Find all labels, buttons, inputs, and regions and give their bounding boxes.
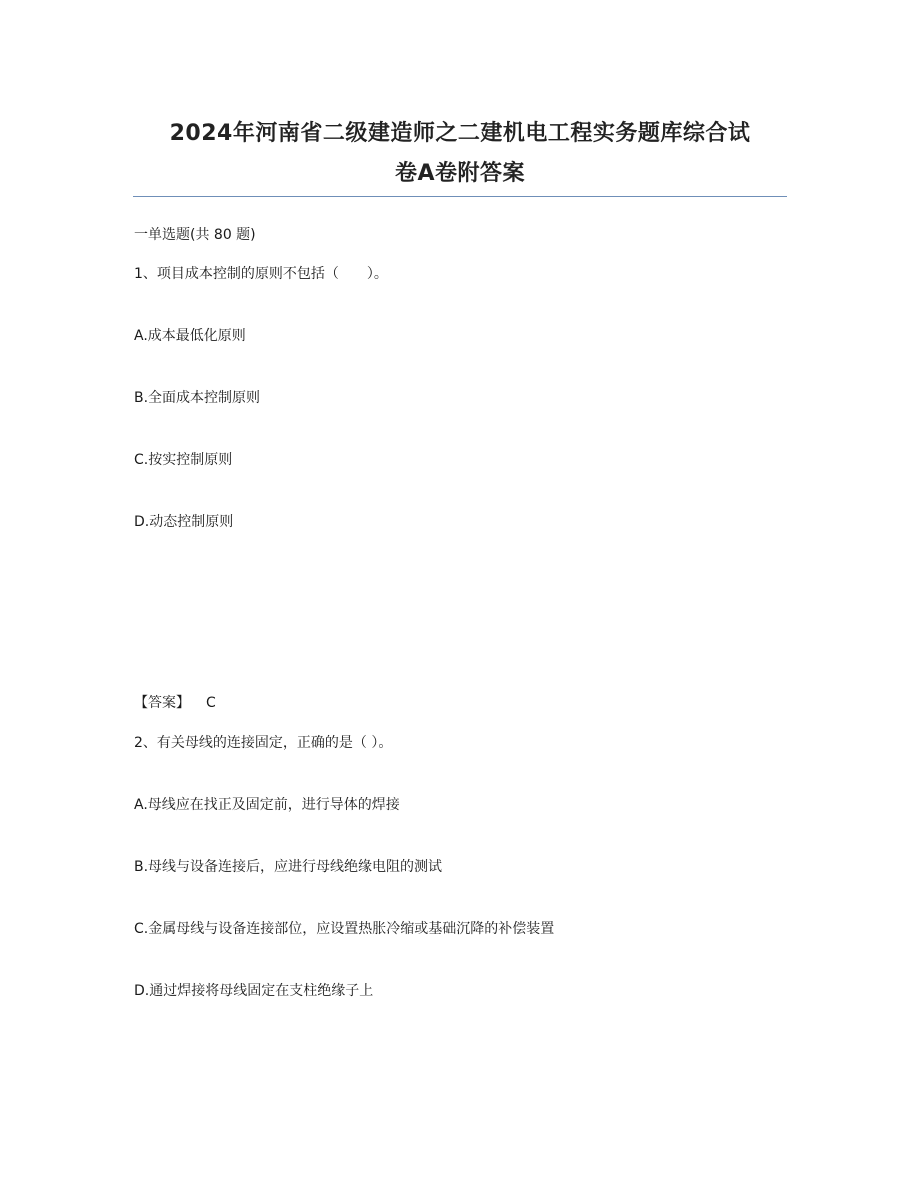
section-heading: 一单选题(共 80 题) (134, 227, 256, 243)
answer-value: C (206, 695, 216, 711)
question-1-stem: 1、项目成本控制的原则不包括（ ）。 (134, 266, 388, 282)
question-2-option-c: C.金属母线与设备连接部位，应设置热胀冷缩或基础沉降的补偿装置 (134, 921, 555, 937)
question-1-option-c: C.按实控制原则 (134, 452, 233, 468)
question-1-option-b: B.全面成本控制原则 (134, 390, 261, 406)
question-2-option-b: B.母线与设备连接后，应进行母线绝缘电阻的测试 (134, 859, 443, 875)
question-1-option-a: A.成本最低化原则 (134, 328, 246, 344)
question-2-option-a: A.母线应在找正及固定前，进行导体的焊接 (134, 797, 400, 813)
question-1-option-d: D.动态控制原则 (134, 514, 234, 530)
question-2-stem: 2、有关母线的连接固定，正确的是（ ）。 (134, 735, 393, 751)
question-1-answer (134, 692, 216, 712)
question-2-option-d: D.通过焊接将母线固定在支柱绝缘子上 (134, 983, 374, 999)
answer-label: 【答案】 (134, 695, 190, 711)
document-title-line-2: 卷A卷附答案 (394, 161, 526, 186)
document-title-line-1: 2024年河南省二级建造师之二建机电工程实务题库综合试 (169, 121, 751, 146)
title-divider (133, 196, 787, 197)
